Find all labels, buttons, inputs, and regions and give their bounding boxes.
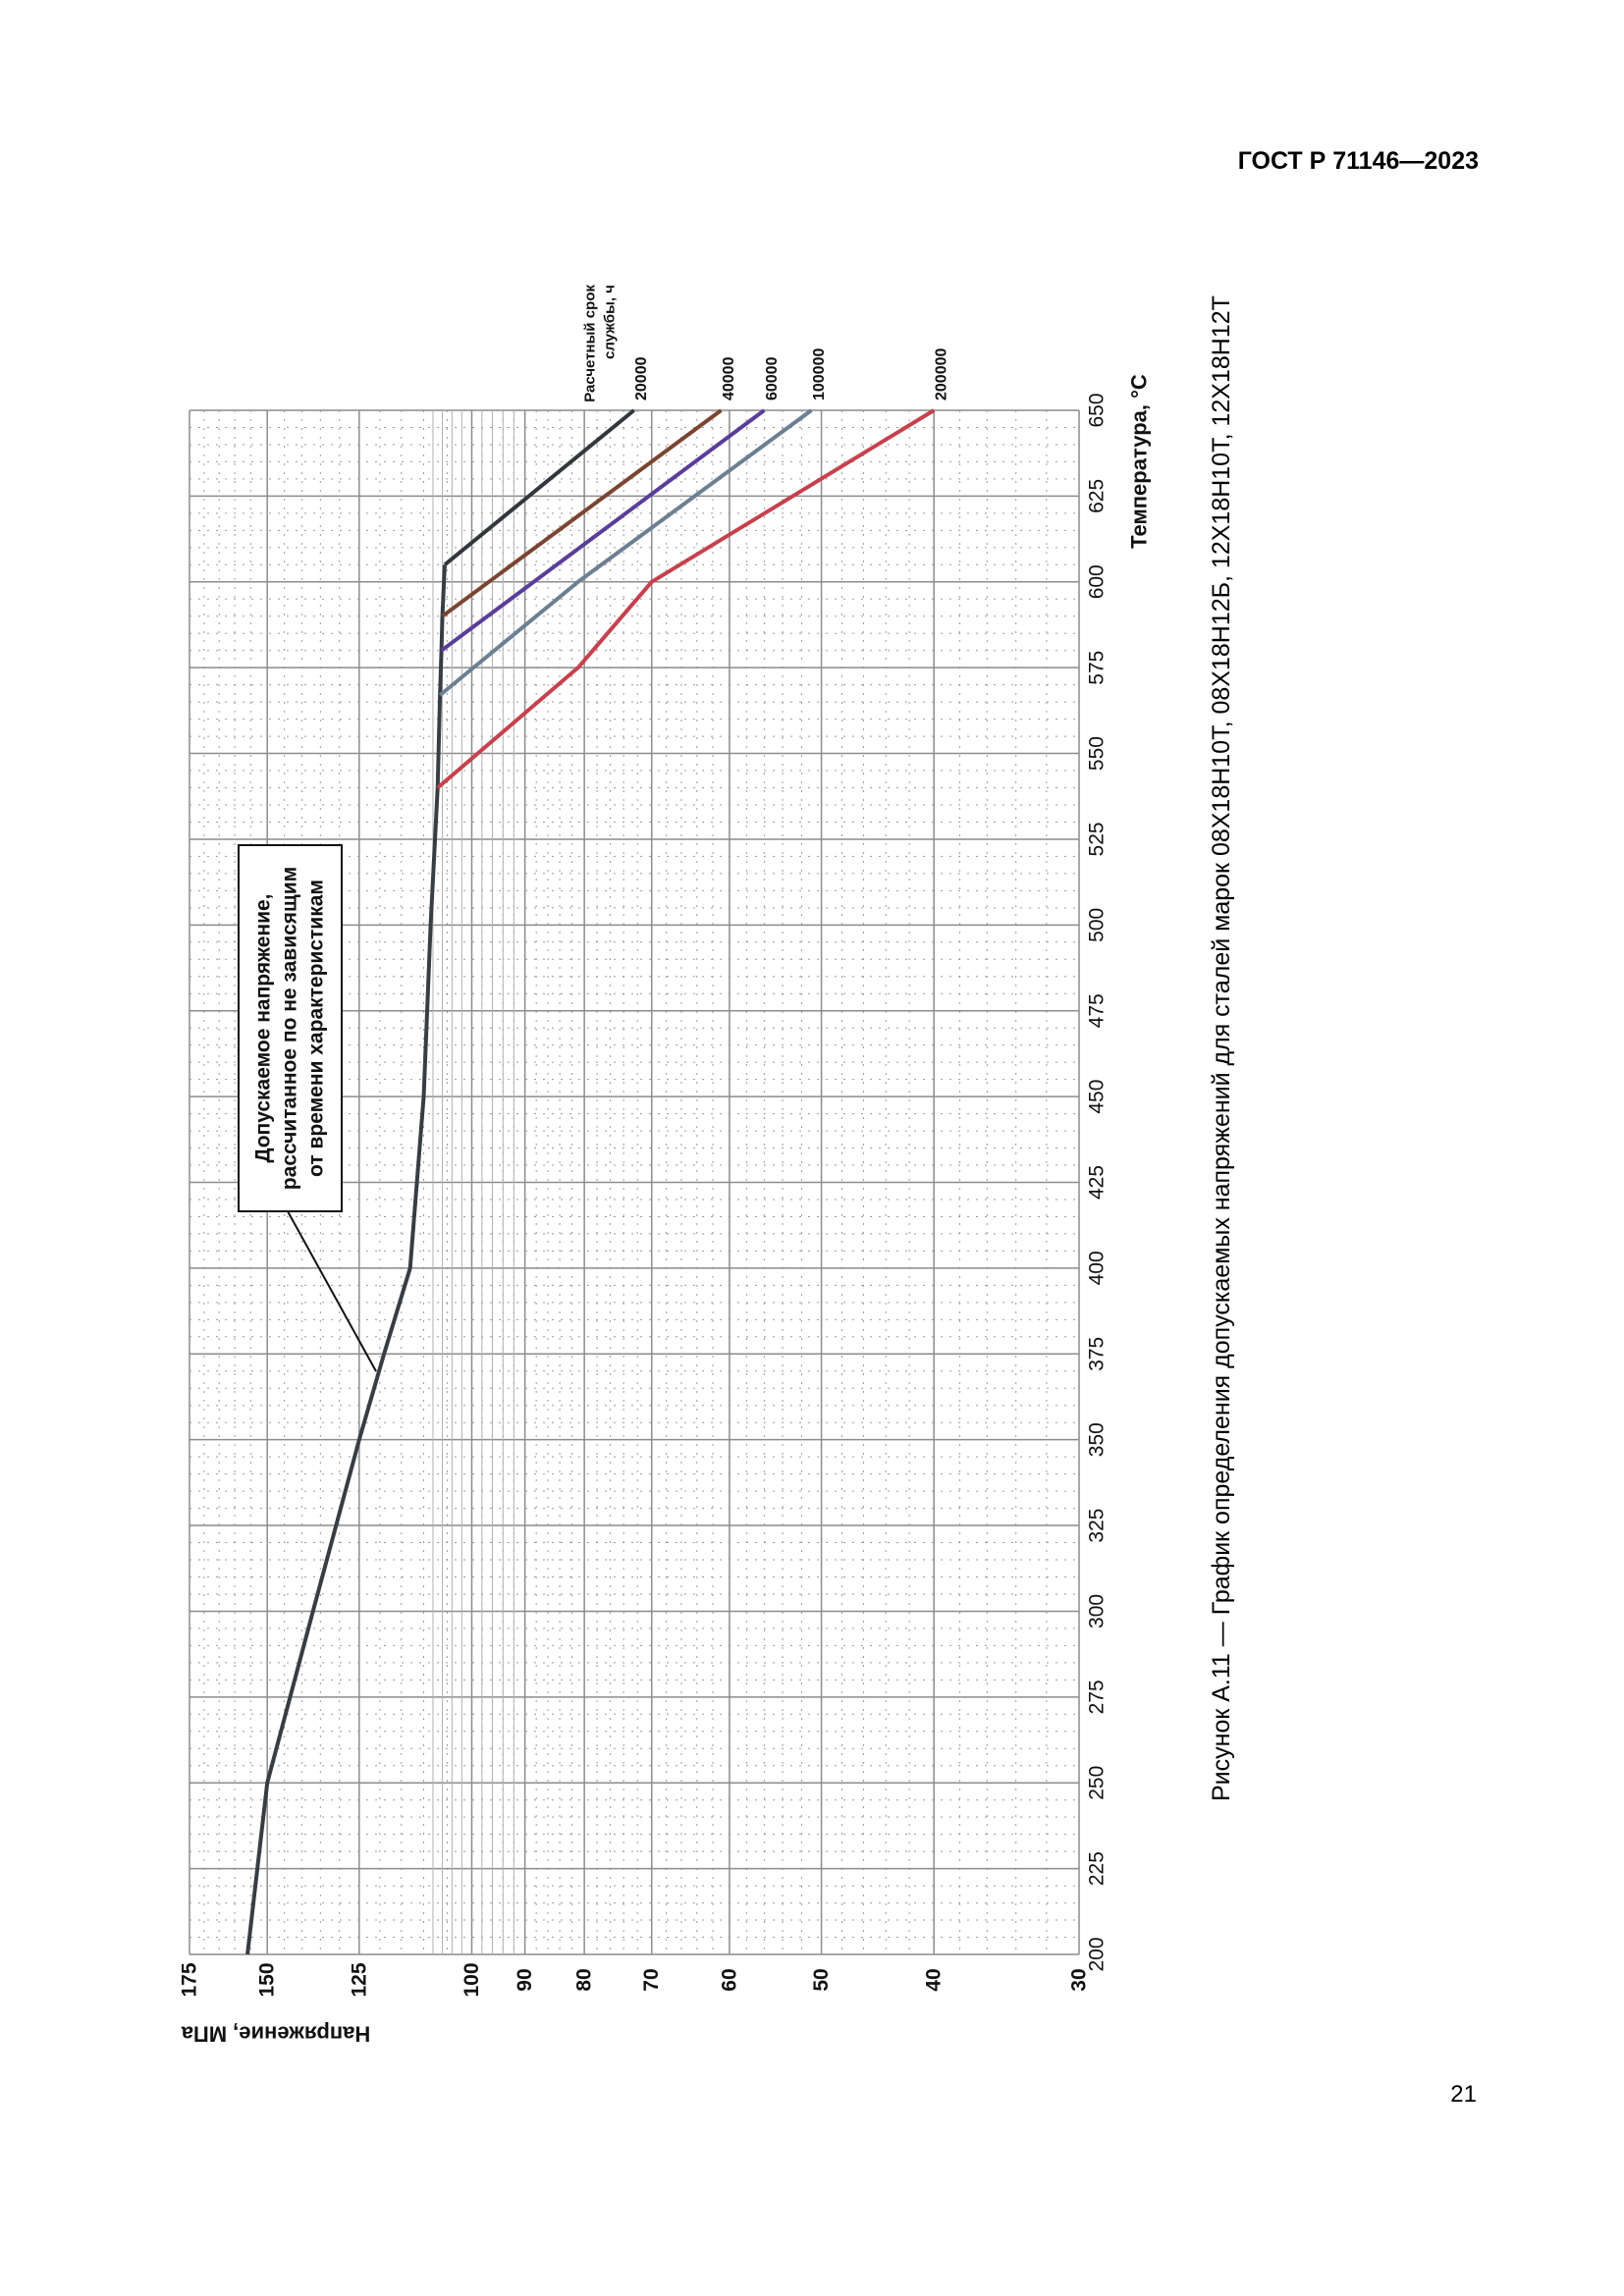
x-tick-label: 650 (1085, 393, 1109, 428)
x-tick-label: 525 (1085, 822, 1109, 857)
y-axis-label: Напряжение, МПа (181, 2021, 371, 2047)
y-tick-label: 60 (718, 1968, 741, 1992)
x-tick-label: 550 (1085, 736, 1109, 772)
x-tick-label: 250 (1085, 1765, 1109, 1800)
x-tick-label: 600 (1085, 564, 1109, 600)
y-tick-label: 150 (255, 1962, 279, 1998)
y-tick-label: 40 (922, 1968, 946, 1992)
series-line-100000 (440, 410, 811, 695)
y-tick-label: 80 (572, 1968, 596, 1992)
y-tick-label: 125 (348, 1962, 371, 1998)
x-tick-label: 425 (1085, 1164, 1109, 1201)
x-tick-label: 575 (1085, 650, 1109, 685)
x-tick-label: 400 (1085, 1251, 1109, 1286)
series-label-40000: 40000 (720, 356, 737, 400)
series-label-200000: 200000 (933, 347, 950, 400)
annotation-text-line: Допускаемое напряжение, (251, 893, 275, 1163)
annotation-text-line: от времени характеристикам (304, 880, 328, 1177)
series-label-60000: 60000 (763, 356, 781, 400)
legend-title-line: Расчетный срок (581, 285, 599, 402)
x-tick-label: 300 (1085, 1593, 1109, 1629)
base-curve-line (247, 564, 445, 1954)
x-tick-label: 375 (1085, 1336, 1109, 1371)
y-tick-label: 50 (810, 1968, 834, 1992)
legend-title-line: службы, ч (601, 285, 619, 359)
x-tick-label: 475 (1085, 993, 1109, 1029)
page-number: 21 (1450, 2081, 1477, 2108)
x-tick-label: 275 (1085, 1680, 1109, 1715)
x-axis-label: Температура, °С (1126, 374, 1152, 549)
annotation-text-line: рассчитанное по не зависящим (278, 866, 301, 1191)
document-code: ГОСТ Р 71146—2023 (1237, 147, 1479, 175)
x-tick-label: 450 (1085, 1079, 1109, 1114)
x-tick-label: 225 (1085, 1851, 1109, 1887)
x-tick-label: 350 (1085, 1422, 1109, 1458)
x-tick-label: 325 (1085, 1508, 1109, 1543)
series-line-20000 (445, 410, 634, 564)
annotation-leader-line (288, 1211, 376, 1371)
series-label-100000: 100000 (810, 347, 828, 400)
y-tick-label: 70 (640, 1968, 664, 1992)
y-tick-label: 100 (460, 1962, 483, 1998)
y-tick-label: 175 (178, 1962, 201, 1998)
x-tick-label: 200 (1085, 1937, 1109, 1972)
x-tick-label: 625 (1085, 478, 1109, 513)
y-tick-label: 30 (1067, 1968, 1091, 1992)
series-line-40000 (443, 410, 722, 616)
figure-caption: Рисунок А.11 — График определения допускаемых напряжений для сталей марок 08Х18Н10Т, 08Х18Н12Б, 12Х18Н10Т, 12Х18Н12Т (1208, 295, 1235, 1801)
series-label-20000: 20000 (633, 356, 651, 400)
chart-annotation (239, 845, 376, 1371)
x-tick-label: 500 (1085, 907, 1109, 942)
y-tick-label: 90 (514, 1968, 537, 1992)
